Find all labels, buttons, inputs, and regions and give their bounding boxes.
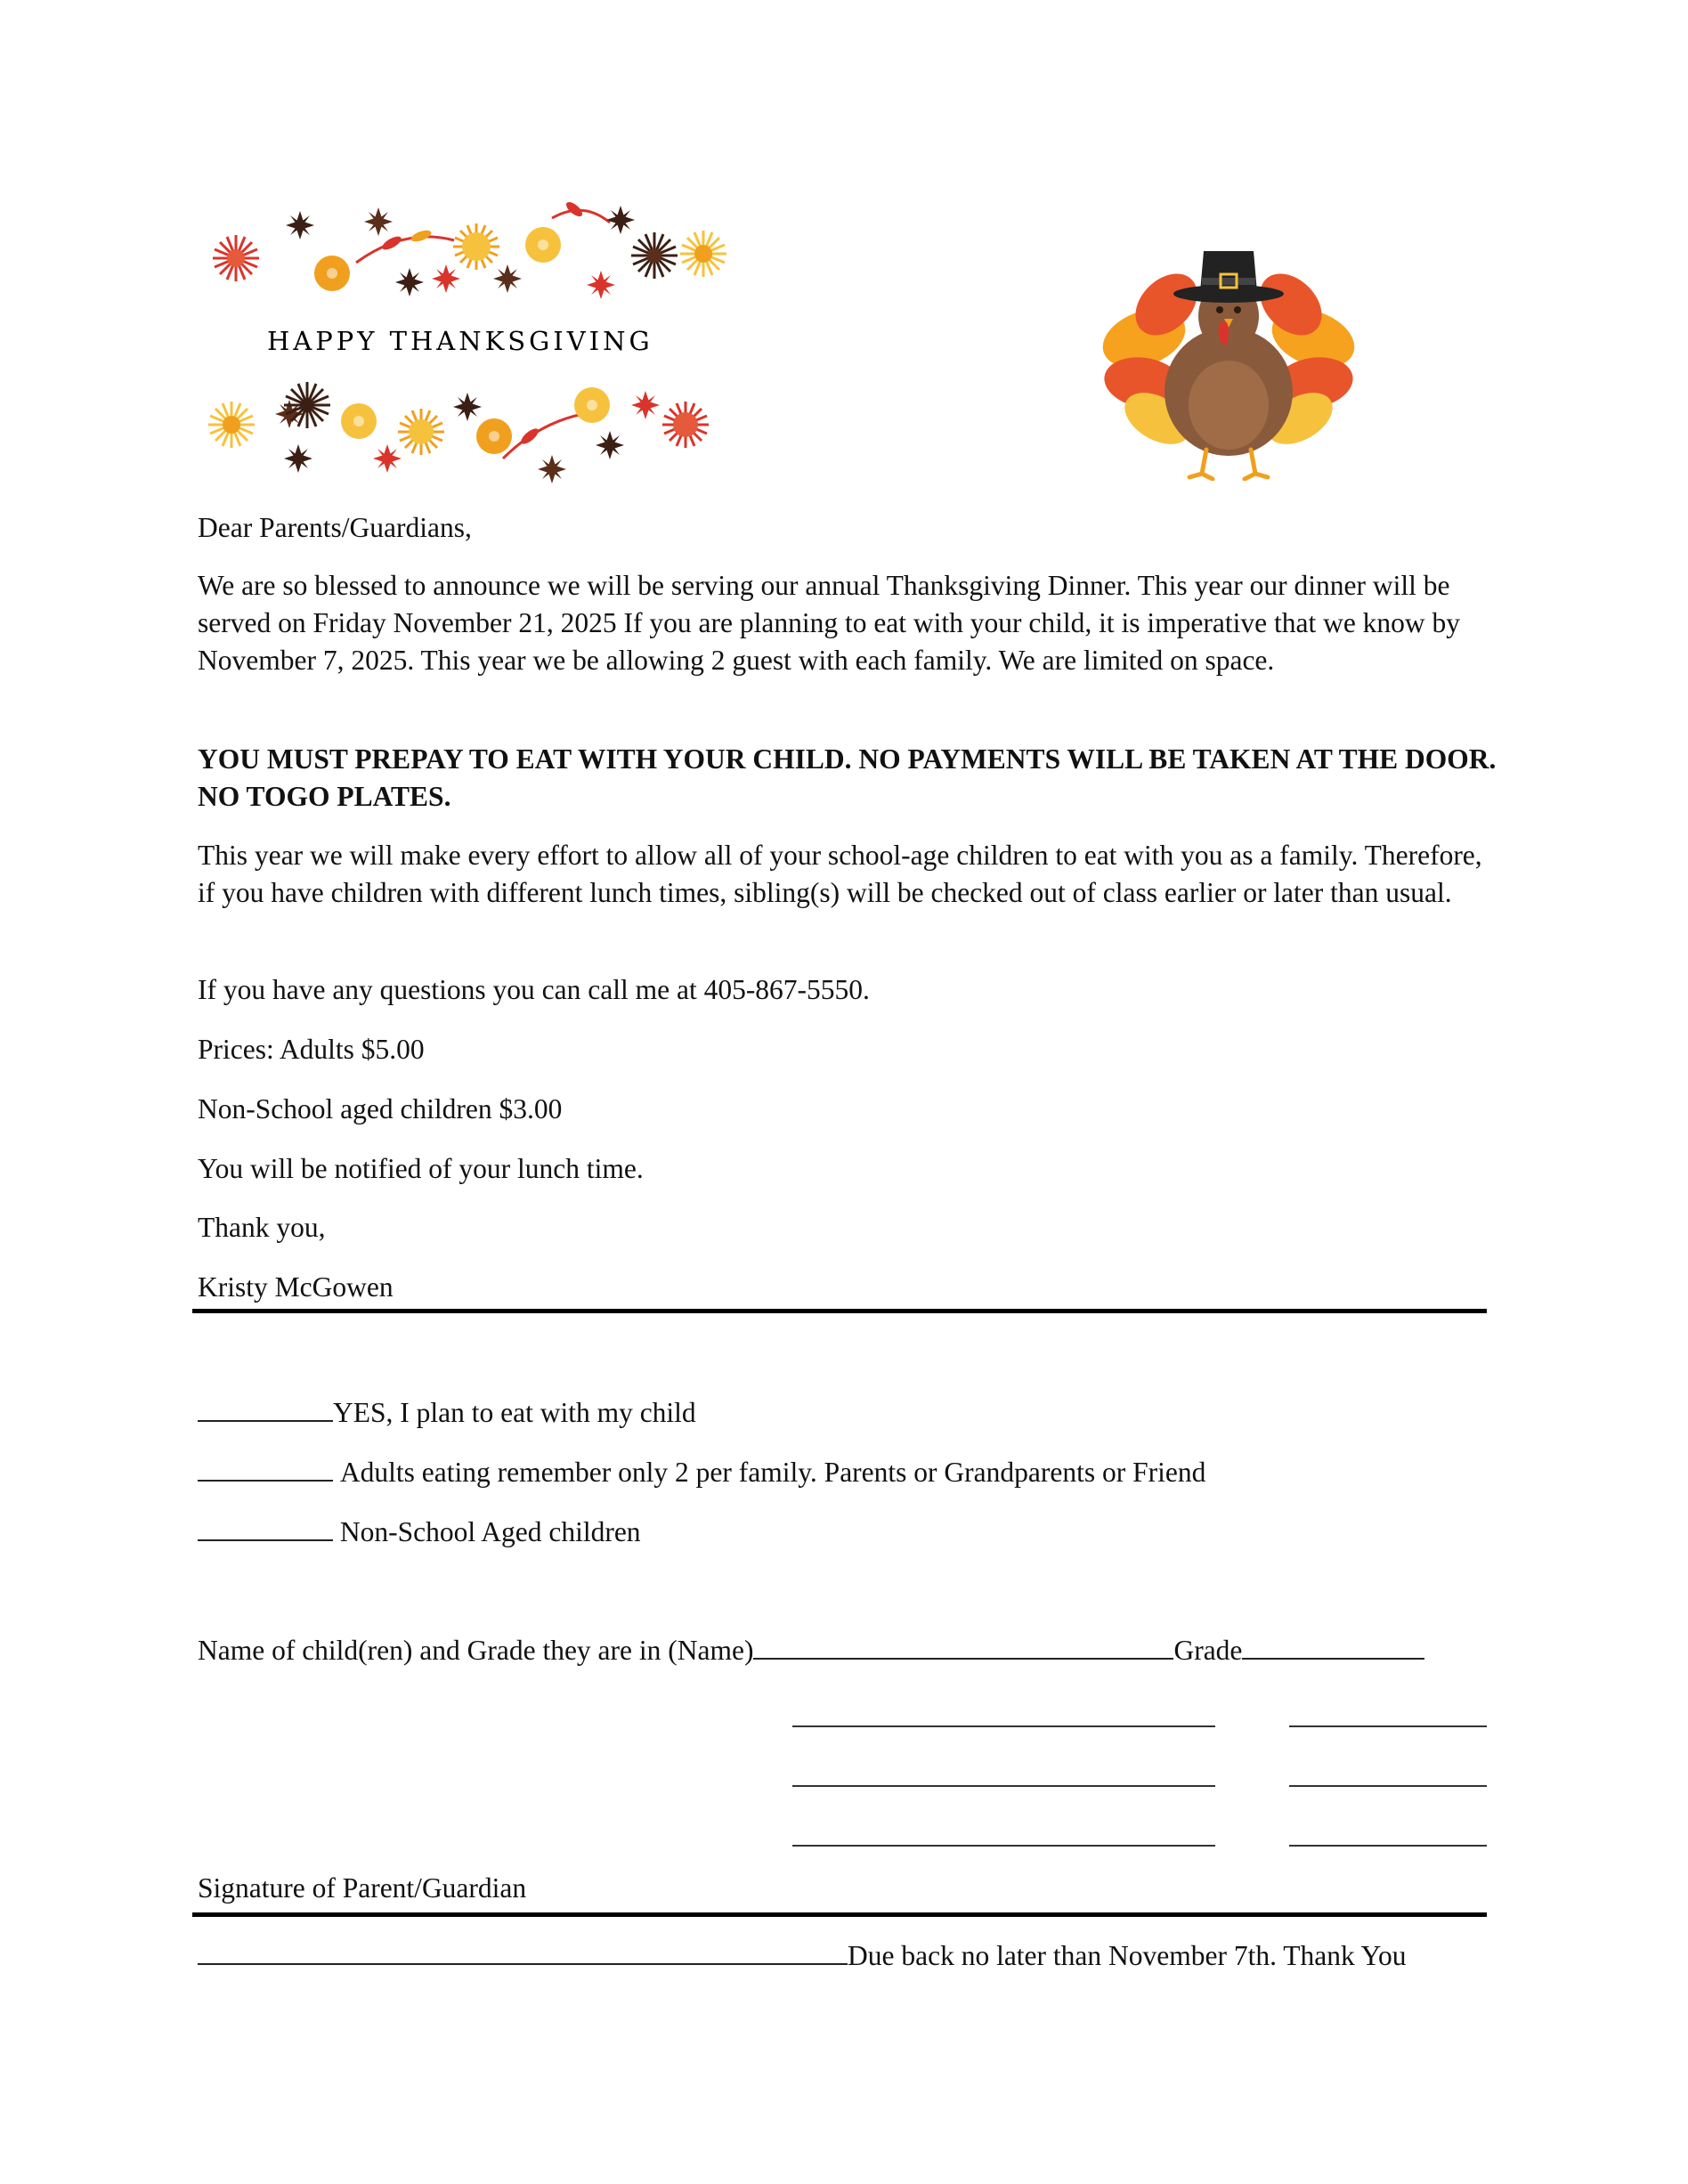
signature-row: [198, 1936, 1407, 1975]
child-name-blank-2[interactable]: [792, 1725, 1215, 1727]
greeting: Dear Parents/Guardians,: [198, 512, 472, 543]
non-school-count-row: [198, 1513, 641, 1551]
non-school-count-label: Non-School Aged children: [339, 1516, 641, 1547]
adults-count-blank[interactable]: [198, 1453, 333, 1482]
signature-label: Signature of Parent/Guardian: [198, 1872, 527, 1904]
non-school-count-blank[interactable]: [198, 1513, 333, 1541]
child-name-label: Name of child(ren) and Grade they are in (Name): [198, 1635, 754, 1666]
signature-divider: [192, 1912, 1487, 1917]
signature-blank[interactable]: [198, 1936, 848, 1965]
turkey-illustration: [1095, 240, 1362, 481]
prepay-warning: YOU MUST PREPAY TO EAT WITH YOUR CHILD. NO PAYMENTS WILL BE TAKEN AT THE DOOR. NO TOGO PLATES.: [198, 743, 1497, 812]
questions-line: If you have any questions you can call me at 405-867-5550.: [198, 974, 870, 1005]
grade-label: Grade: [1173, 1635, 1243, 1666]
lunch-time-notice: You will be notified of your lunch time.: [198, 1153, 644, 1184]
closing-thanks: Thank you,: [198, 1212, 326, 1243]
rsvp-yes-blank[interactable]: [198, 1393, 333, 1422]
grade-blank-4[interactable]: [1289, 1845, 1487, 1847]
adults-count-row: [198, 1453, 1205, 1491]
bottom-flower-cluster: [208, 382, 709, 483]
grade-blank-3[interactable]: [1289, 1785, 1487, 1787]
intro-paragraph: We are so blessed to announce we will be serving our annual Thanksgiving Dinner. This year our dinner will be served on Friday November 21, 2025 If you are planning to eat with your child, it is imperative that we know by November 7, 2025. This year we be allowing 2 guest with each family. We are limited on space.: [198, 570, 1461, 676]
grade-blank-1[interactable]: [1242, 1631, 1424, 1660]
due-back-notice: Due back no later than November 7th. Thank You: [848, 1940, 1407, 1971]
family-seating-paragraph: This year we will make every effort to allow all of your school-age children to eat with you as a family. Therefore, if you have children with different lunch times, sibling(s) will be checked out of class earlier or later than usual.: [198, 840, 1482, 908]
floral-banner-illustration: [200, 191, 752, 485]
child-name-blank-4[interactable]: [792, 1845, 1215, 1847]
rsvp-yes-row: [198, 1393, 696, 1432]
cut-line-divider: [192, 1309, 1487, 1313]
rsvp-yes-label: YES, I plan to eat with my child: [333, 1397, 696, 1428]
adults-count-label: Adults eating remember only 2 per family. Parents or Grandparents or Friend: [339, 1457, 1206, 1488]
child-name-row: [198, 1631, 1424, 1669]
child-name-blank-1[interactable]: [753, 1631, 1173, 1660]
banner-title: HAPPY THANKSGIVING: [267, 326, 653, 356]
top-flower-cluster: [213, 199, 726, 299]
child-name-blank-3[interactable]: [792, 1785, 1215, 1787]
grade-blank-2[interactable]: [1289, 1725, 1487, 1727]
prices-children: Non-School aged children $3.00: [198, 1093, 563, 1124]
signer-name: Kristy McGowen: [198, 1271, 394, 1303]
prices-adults: Prices: Adults $5.00: [198, 1034, 425, 1065]
pilgrim-hat: [1173, 251, 1284, 303]
